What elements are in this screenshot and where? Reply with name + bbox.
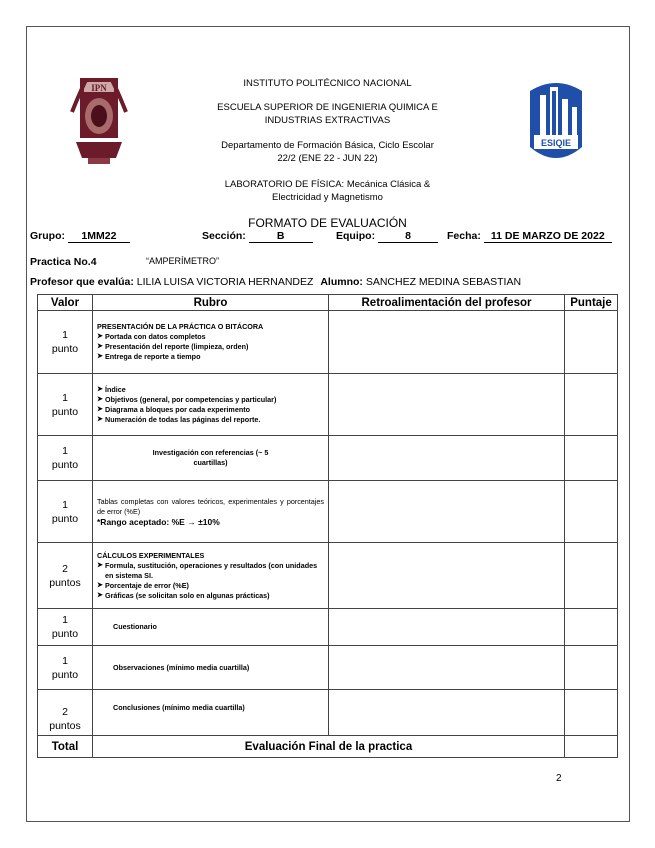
institution-name: INSTITUTO POLITÉCNICO NACIONAL: [243, 78, 412, 89]
rubric-cell: [93, 374, 329, 436]
value-unit: punto: [51, 668, 79, 681]
value-number: 2: [62, 562, 68, 575]
school-line-1: ESCUELA SUPERIOR DE INGENIERIA QUIMICA E: [217, 102, 438, 113]
header-score: Puntaje: [565, 295, 618, 311]
feedback-cell[interactable]: [329, 481, 565, 543]
value-unit: punto: [51, 628, 79, 640]
feedback-cell[interactable]: [329, 374, 565, 436]
rubric-text: Investigación con referencias (~ 5 cuartillas): [152, 448, 269, 467]
evaluation-table: [37, 294, 618, 758]
table-row: [38, 690, 618, 736]
row-value: [38, 311, 93, 374]
rubric-text: Observaciones (mínimo media cuartilla): [113, 662, 250, 672]
header-value: Valor: [38, 295, 93, 311]
total-row: [38, 736, 618, 758]
score-cell[interactable]: [565, 481, 618, 543]
table-row: [38, 609, 618, 646]
value-number: 2: [62, 706, 68, 718]
team-value: 8: [378, 231, 438, 243]
svg-text:IPN: IPN: [91, 83, 107, 93]
rubric-cell: [93, 646, 329, 690]
value-number: 1: [62, 654, 68, 667]
rubric-item: ➤ Gráficas (se solicitan solo en algunas prácticas): [97, 591, 324, 601]
date-field: [447, 230, 612, 243]
department: [190, 139, 465, 165]
rubric-text: Cuestionario: [113, 622, 157, 631]
feedback-cell[interactable]: [329, 646, 565, 690]
row-value: [38, 646, 93, 690]
score-cell[interactable]: [565, 690, 618, 736]
section-label: Sección:: [202, 230, 246, 242]
team-field: [336, 230, 438, 243]
value-number: 1: [62, 614, 68, 626]
feedback-cell[interactable]: [329, 609, 565, 646]
rubric-item: ➤ Objetivos (general, por competencias y particular): [97, 395, 324, 405]
group-value: 1MM22: [68, 231, 130, 243]
svg-text:ESIQIE: ESIQIE: [540, 138, 572, 148]
rubric-cell: [93, 543, 329, 609]
score-cell[interactable]: [565, 543, 618, 609]
group-label: Grupo:: [30, 230, 65, 242]
practice-label: Practica No.4: [30, 256, 97, 268]
rubric-cell: [93, 481, 329, 543]
rubric-cell: [93, 690, 329, 736]
rubric-cell: [93, 436, 329, 481]
table-row: [38, 481, 618, 543]
lab-line-1: LABORATORIO DE FÍSICA: Mecánica Clásica &: [224, 179, 431, 190]
feedback-cell[interactable]: [329, 311, 565, 374]
practice-field: [30, 256, 97, 268]
rubric-title: PRESENTACIÓN DE LA PRÁCTICA O BITÁCORA: [97, 322, 264, 331]
header-feedback: Retroalimentación del profesor: [329, 295, 565, 311]
student-value: SANCHEZ MEDINA SEBASTIAN: [365, 276, 522, 288]
row-value: [38, 481, 93, 543]
value-unit: punto: [51, 459, 79, 471]
date-label: Fecha:: [447, 230, 481, 242]
professor-field: [30, 276, 521, 288]
table-row: [38, 311, 618, 374]
rubric-range: *Rango aceptado: %E → ±10%: [97, 516, 220, 527]
value-number: 1: [62, 391, 68, 404]
rubric-item: ➤ Numeración de todas las páginas del reporte.: [97, 415, 324, 425]
total-label: Total: [38, 736, 93, 758]
value-unit: punto: [51, 512, 79, 525]
value-unit: puntos: [49, 576, 81, 589]
laboratory: [190, 178, 465, 204]
rubric-cell: [93, 311, 329, 374]
value-number: 1: [62, 445, 68, 457]
team-label: Equipo:: [336, 230, 376, 242]
professor-value: LILIA LUISA VICTORIA HERNANDEZ: [136, 276, 314, 288]
row-value: [38, 690, 93, 736]
rubric-item: ➤ Índice: [97, 385, 324, 395]
rubric-item: ➤ Formula, sustitución, operaciones y resultados (con unidades en sistema SI.: [97, 561, 324, 581]
date-value: 11 DE MARZO DE 2022: [484, 231, 612, 243]
value-unit: punto: [51, 343, 79, 355]
form-title: FORMATO DE EVALUACIÓN: [248, 216, 407, 230]
total-score-cell[interactable]: [565, 736, 618, 758]
value-unit: puntos: [49, 720, 81, 732]
rubric-item: ➤ Diagrama a bloques por cada experimento: [97, 405, 324, 415]
value-unit: punto: [51, 405, 79, 418]
row-value: [38, 609, 93, 646]
lab-line-2: Electricidad y Magnetismo: [272, 192, 383, 203]
score-cell[interactable]: [565, 646, 618, 690]
score-cell[interactable]: [565, 374, 618, 436]
rubric-title: CÁLCULOS EXPERIMENTALES: [97, 550, 205, 560]
score-cell[interactable]: [565, 436, 618, 481]
feedback-cell[interactable]: [329, 690, 565, 736]
student-label: Alumno:: [320, 276, 363, 288]
rubric-text: Tablas completas con valores teóricos, experimentales y porcentajes de error (%E): [97, 496, 324, 516]
esiqie-logo: [526, 77, 586, 165]
row-value: [38, 374, 93, 436]
practice-name: “AMPERÍMETRO”: [146, 256, 219, 266]
school-line-2: INDUSTRIAS EXTRACTIVAS: [264, 115, 391, 126]
professor-label: Profesor que evalúa:: [30, 276, 134, 288]
section-value: B: [249, 231, 313, 243]
rubric-text: Conclusiones (mínimo media cuartilla): [113, 702, 245, 712]
feedback-cell[interactable]: [329, 543, 565, 609]
rubric-item: ➤ Entrega de reporte a tiempo: [97, 352, 324, 362]
score-cell[interactable]: [565, 311, 618, 374]
table-row: [38, 543, 618, 609]
table-row: [38, 646, 618, 690]
header-rubric: Rubro: [93, 295, 329, 311]
department-line-1: Departamento de Formación Básica, Ciclo Escolar: [221, 140, 434, 151]
page-number: 2: [556, 773, 562, 784]
rubric-item: ➤ Porcentaje de error (%E): [97, 581, 324, 591]
value-number: 1: [62, 329, 68, 341]
ipn-logo: [70, 72, 128, 166]
row-value: [38, 543, 93, 609]
rubric-cell: [93, 609, 329, 646]
rubric-item: ➤ Presentación del reporte (limpieza, orden): [97, 342, 324, 352]
table-row: [38, 374, 618, 436]
feedback-cell[interactable]: [329, 436, 565, 481]
total-text: Evaluación Final de la practica: [93, 736, 565, 758]
group-field: [30, 230, 130, 243]
table-row: [38, 436, 618, 481]
value-number: 1: [62, 498, 68, 511]
section-field: [202, 230, 313, 243]
school-name: [190, 101, 465, 127]
rubric-item: ➤ Portada con datos completos: [97, 332, 324, 342]
table-header-row: [38, 295, 618, 311]
score-cell[interactable]: [565, 609, 618, 646]
department-line-2: 22/2 (ENE 22 - JUN 22): [277, 153, 378, 164]
row-value: [38, 436, 93, 481]
